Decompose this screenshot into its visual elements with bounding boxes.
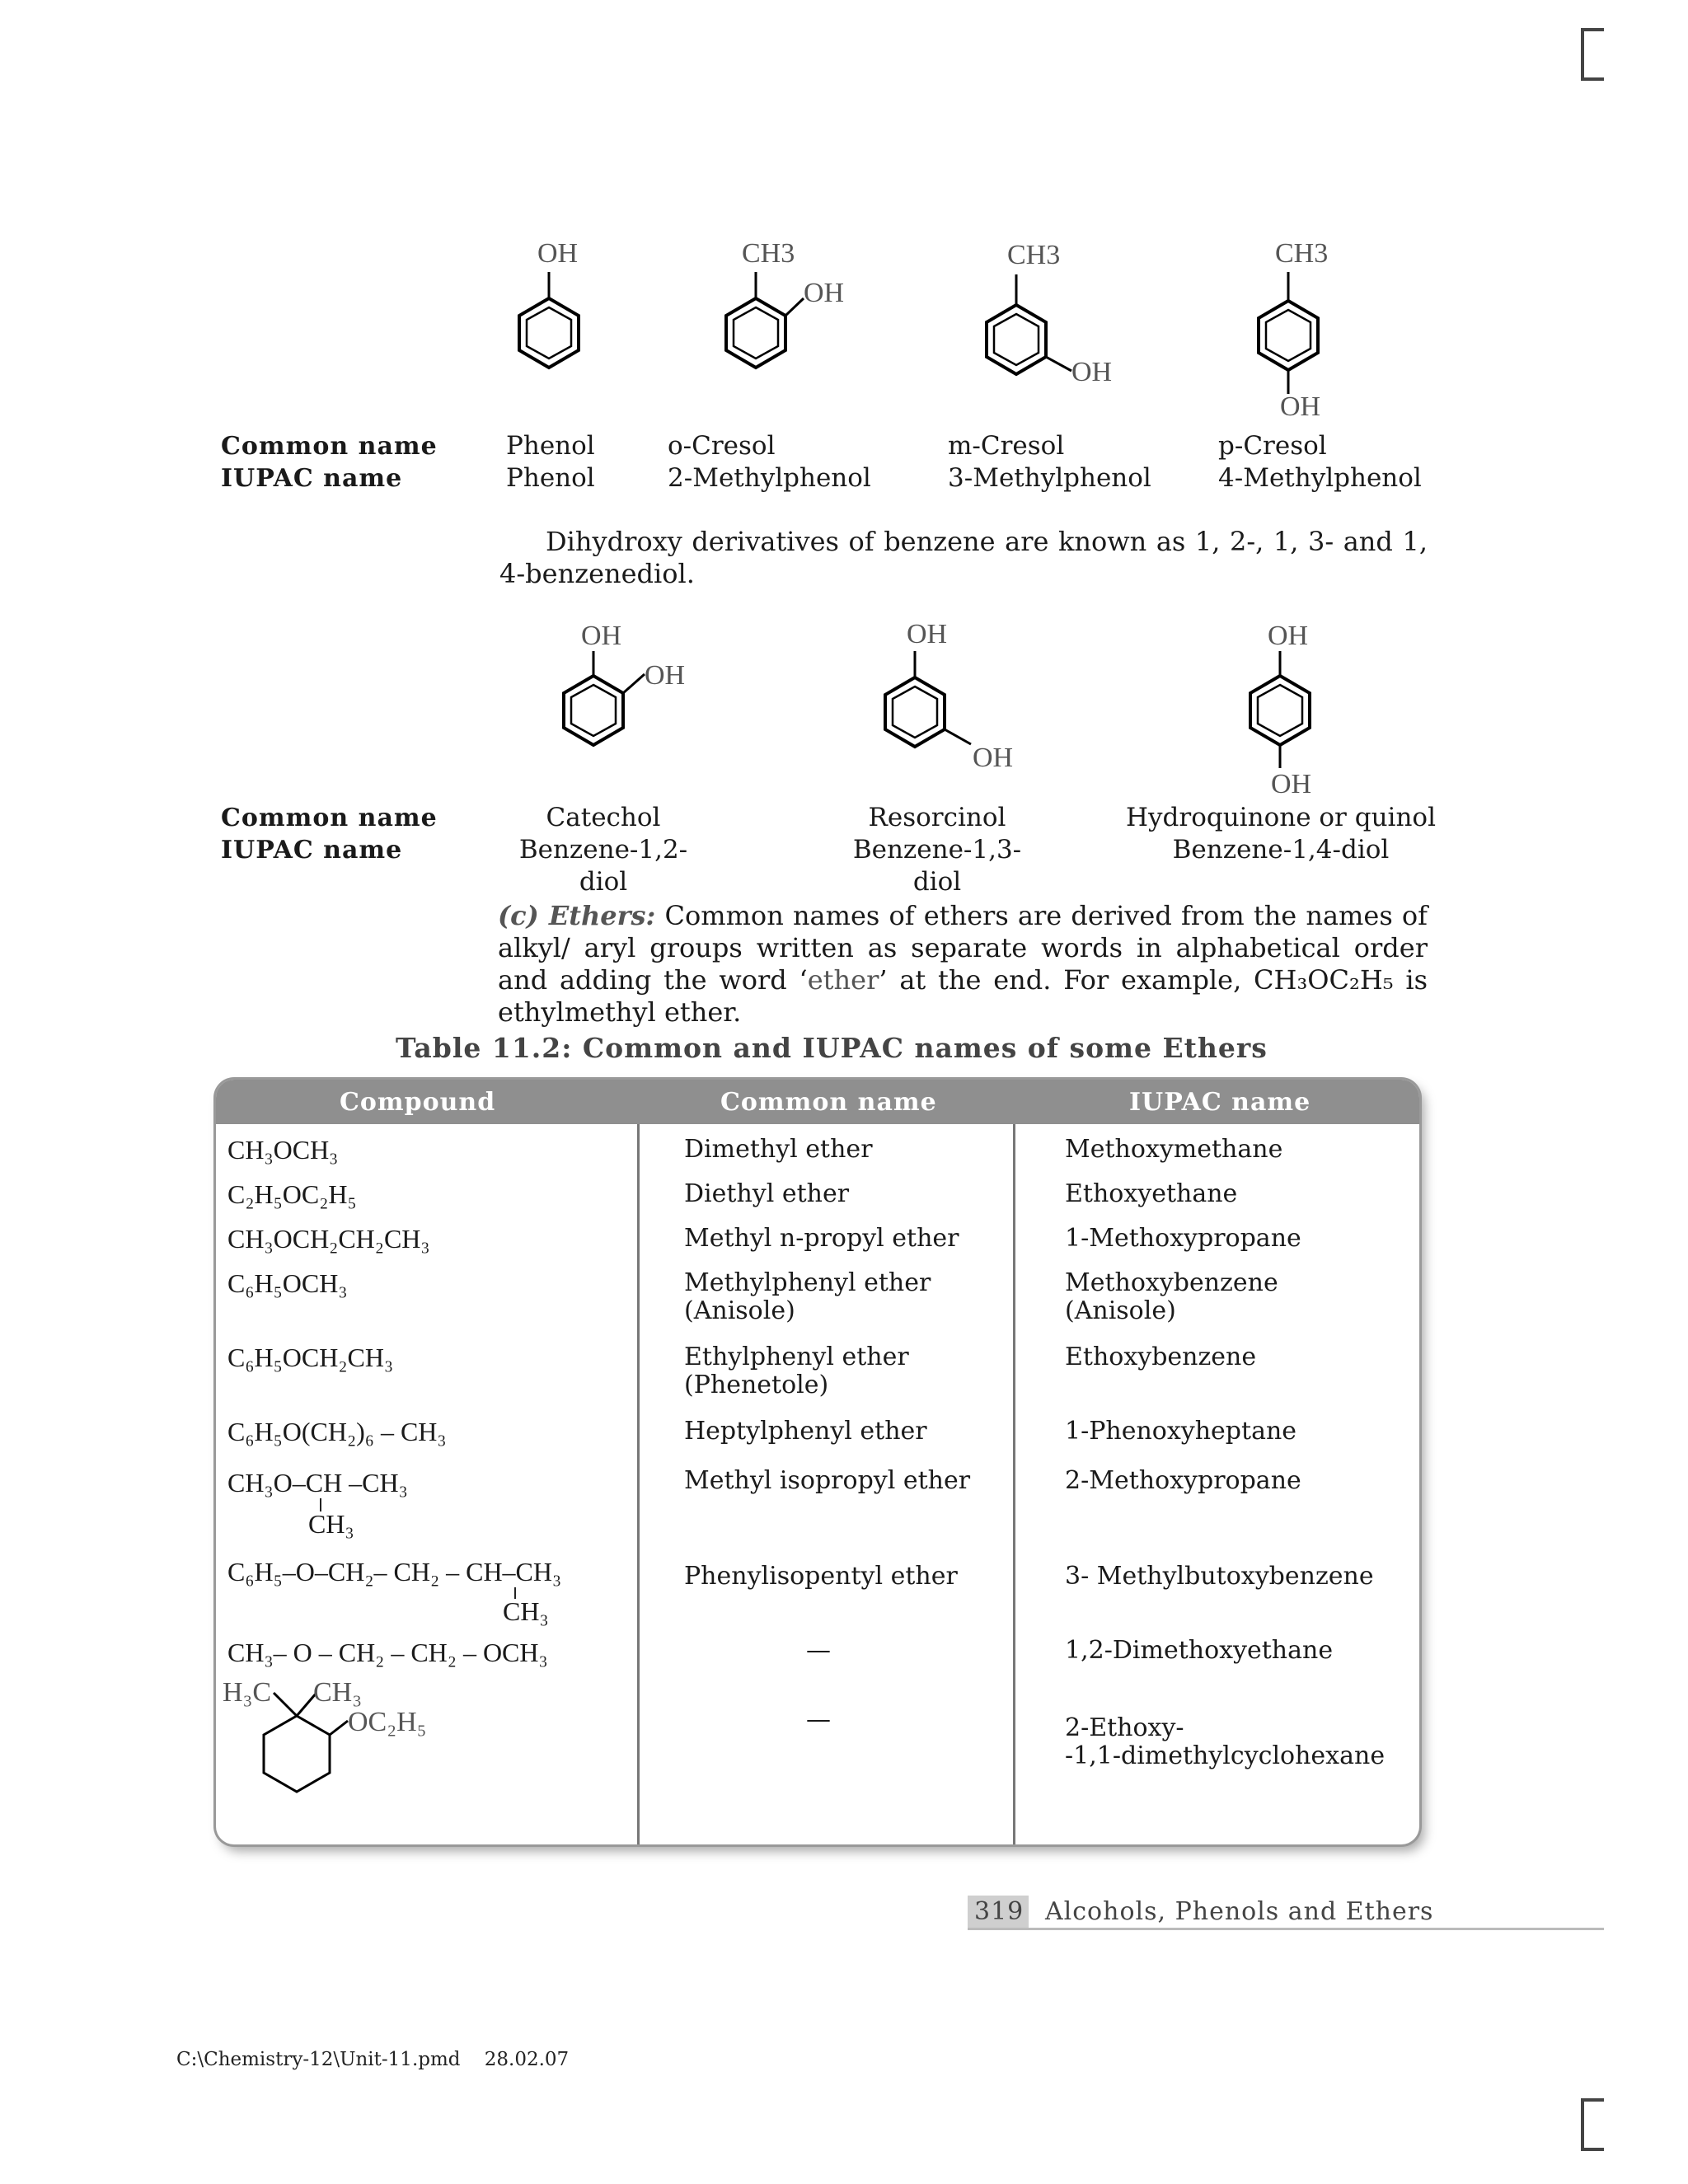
o-cresol-ch3-label: CH3 bbox=[742, 238, 795, 269]
table-header-row bbox=[216, 1080, 1419, 1124]
row4-iupac: Ethoxybenzene bbox=[1065, 1343, 1257, 1371]
p-cresol-oh-label: OH bbox=[1280, 391, 1321, 422]
resorcinol-common-name: Resorcinol bbox=[868, 803, 1006, 832]
p-cresol-structure bbox=[1259, 238, 1328, 422]
row3-iupac: Methoxybenzene (Anisole) bbox=[1065, 1268, 1278, 1325]
phenol-iupac-name: Phenol bbox=[506, 463, 595, 493]
row2-common: Methyl n-propyl ether bbox=[684, 1224, 959, 1253]
row7-common: Phenylisopentyl ether bbox=[684, 1562, 958, 1591]
row6-compound bbox=[227, 1468, 408, 1539]
row3-compound: C₆H₅OCH₃ bbox=[227, 1268, 348, 1298]
row9-oc2h5-label: OC₂H₅ bbox=[348, 1707, 427, 1737]
p-cresol-iupac-name: 4-Methylphenol bbox=[1218, 463, 1422, 493]
p-cresol-common-name: p-Cresol bbox=[1218, 431, 1327, 461]
catechol-names bbox=[504, 802, 702, 898]
m-cresol-common-name: m-Cresol bbox=[948, 431, 1065, 461]
dihydroxy-text: Dihydroxy derivatives of benzene are known as 1, 2-, 1, 3- and 1, 4-benzenediol. bbox=[499, 526, 1428, 589]
m-cresol-structure bbox=[987, 240, 1112, 387]
header-iupac-name: IUPAC name bbox=[1129, 1088, 1311, 1117]
row9-ch3-label: CH₃ bbox=[313, 1681, 363, 1708]
o-cresol-structure bbox=[726, 238, 844, 368]
row1-common-name-label: Common name bbox=[221, 432, 438, 461]
p-cresol-ch3-label: CH3 bbox=[1275, 238, 1329, 269]
hydroquinone-common-name: Hydroquinone or quinol bbox=[1126, 803, 1436, 832]
catechol-oh1-label: OH bbox=[581, 621, 622, 651]
dihydroxy-paragraph bbox=[499, 526, 1428, 590]
m-cresol-names bbox=[948, 430, 1151, 494]
header-compound: Compound bbox=[340, 1088, 496, 1117]
o-cresol-common-name: o-Cresol bbox=[668, 431, 776, 461]
row9-h3c-label: H₃C bbox=[223, 1681, 272, 1708]
row4-common: Ethylphenyl ether (Phenetole) bbox=[684, 1343, 909, 1399]
phenol-structure bbox=[519, 238, 579, 368]
hydroquinone-structure bbox=[1250, 621, 1311, 799]
m-cresol-oh-label: OH bbox=[1071, 357, 1113, 387]
m-cresol-ch3-label: CH3 bbox=[1007, 240, 1061, 270]
row5-common: Heptylphenyl ether bbox=[684, 1417, 927, 1446]
column-divider-1 bbox=[637, 1124, 640, 1844]
o-cresol-oh-label: OH bbox=[804, 278, 845, 308]
table-caption: Table 11.2: Common and IUPAC names of some Ethers bbox=[396, 1032, 1268, 1064]
phenol-common-name: Phenol bbox=[506, 431, 595, 461]
row2-iupac: 1-Methoxypropane bbox=[1065, 1224, 1301, 1253]
crop-mark-top bbox=[1581, 28, 1604, 81]
row8-compound: CH₃– O – CH₂ – CH₂ – OCH₃ bbox=[227, 1638, 548, 1667]
row2-common-name-label: Common name bbox=[221, 804, 438, 832]
hydroquinone-oh2-label: OH bbox=[1271, 769, 1312, 799]
benzenediol-structures-row bbox=[0, 610, 1688, 808]
page-number: 319 bbox=[974, 1897, 1025, 1926]
row3-common: Methylphenyl ether (Anisole) bbox=[684, 1268, 931, 1325]
p-cresol-names bbox=[1218, 430, 1422, 494]
file-date: 28.02.07 bbox=[484, 2049, 570, 2070]
crop-mark-bottom bbox=[1581, 2098, 1604, 2151]
hydroquinone-oh1-label: OH bbox=[1268, 621, 1309, 651]
row6-compound-branch: CH₃ bbox=[308, 1509, 354, 1539]
ethers-heading: (c) Ethers: bbox=[498, 900, 656, 931]
hydroquinone-names bbox=[1121, 802, 1441, 866]
row7-iupac: 3- Methylbutoxybenzene bbox=[1065, 1562, 1374, 1591]
row0-compound: CH₃OCH₃ bbox=[227, 1135, 339, 1165]
catechol-iupac-name: Benzene-1,2-diol bbox=[518, 835, 688, 897]
file-path-footer bbox=[176, 2049, 569, 2070]
column-divider-2 bbox=[1013, 1124, 1015, 1844]
row8-iupac: 1,2-Dimethoxyethane bbox=[1065, 1636, 1334, 1665]
catechol-structure bbox=[564, 621, 685, 745]
ethers-highlight-word: ether bbox=[807, 964, 879, 996]
row5-compound: C₆H₅O(CH₂)₆ – CH₃ bbox=[227, 1417, 447, 1446]
row7-compound bbox=[227, 1557, 562, 1626]
row9-iupac: 2-Ethoxy- -1,1-dimethylcyclohexane bbox=[1065, 1713, 1386, 1770]
resorcinol-iupac-name: Benzene-1,3-diol bbox=[852, 835, 1022, 897]
resorcinol-structure bbox=[885, 619, 1013, 773]
ethers-text-1: Common names of ethers are derived from the names of alkyl/ aryl groups written as separate words in alphabetical order and adding the word ‘ bbox=[498, 900, 1428, 996]
resorcinol-names bbox=[832, 802, 1042, 898]
row8-common: — bbox=[806, 1636, 831, 1665]
catechol-common-name: Catechol bbox=[546, 803, 661, 832]
row5-iupac: 1-Phenoxyheptane bbox=[1065, 1417, 1297, 1446]
o-cresol-iupac-name: 2-Methylphenol bbox=[668, 463, 871, 493]
o-cresol-names bbox=[668, 430, 871, 494]
phenol-oh-label: OH bbox=[537, 238, 579, 269]
row6-common: Methyl isopropyl ether bbox=[684, 1466, 971, 1495]
ethers-paragraph bbox=[498, 900, 1428, 1029]
ethers-text-2: ’ at the end. For example, CH₃OC₂H₅ is ethylmethyl ether. bbox=[498, 964, 1428, 1028]
row7-compound-branch: CH₃ bbox=[503, 1596, 549, 1626]
row1-iupac: Ethoxyethane bbox=[1065, 1179, 1238, 1208]
row4-compound: C₆H₅OCH₂CH₃ bbox=[227, 1343, 394, 1372]
chapter-title: Alcohols, Phenols and Ethers bbox=[1045, 1897, 1434, 1926]
ethers-table bbox=[216, 1080, 1419, 1844]
row0-iupac: Methoxymethane bbox=[1065, 1135, 1283, 1164]
row2-compound: CH₃OCH₂CH₂CH₃ bbox=[227, 1224, 430, 1254]
footer-rule bbox=[968, 1928, 1604, 1930]
hydroquinone-iupac-name: Benzene-1,4-diol bbox=[1172, 835, 1390, 865]
resorcinol-oh2-label: OH bbox=[973, 743, 1014, 773]
row0-common: Dimethyl ether bbox=[684, 1135, 873, 1164]
row1-common: Diethyl ether bbox=[684, 1179, 850, 1208]
phenol-structures-row bbox=[0, 231, 1688, 429]
row6-compound-main: CH₃O–CH –CH₃ bbox=[227, 1468, 408, 1497]
resorcinol-oh1-label: OH bbox=[907, 619, 948, 649]
row7-compound-main: C₆H₅–O–CH₂– CH₂ – CH–CH₃ bbox=[227, 1557, 562, 1586]
row1-iupac-name-label: IUPAC name bbox=[221, 464, 403, 493]
row9-compound-structure bbox=[216, 1681, 463, 1838]
m-cresol-iupac-name: 3-Methylphenol bbox=[948, 463, 1151, 493]
header-common-name: Common name bbox=[720, 1088, 937, 1117]
row6-iupac: 2-Methoxypropane bbox=[1065, 1466, 1301, 1495]
catechol-oh2-label: OH bbox=[645, 660, 686, 691]
phenol-names bbox=[506, 430, 595, 494]
row9-common: — bbox=[806, 1705, 831, 1734]
row2-iupac-name-label: IUPAC name bbox=[221, 836, 403, 865]
file-path: C:\Chemistry-12\Unit-11.pmd bbox=[176, 2049, 461, 2070]
row1-compound: C₂H₅OC₂H₅ bbox=[227, 1179, 357, 1209]
